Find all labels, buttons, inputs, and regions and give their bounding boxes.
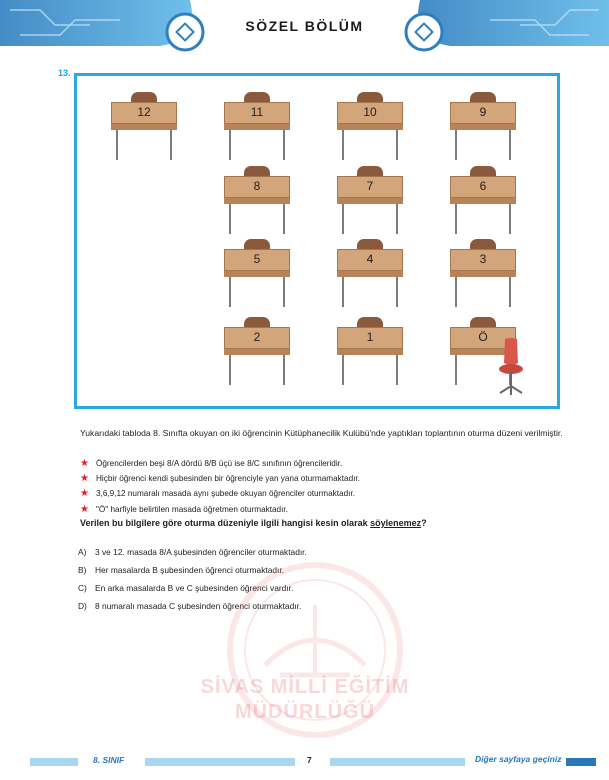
desk-8	[224, 239, 290, 319]
desk-7	[450, 166, 516, 246]
option-text: En arka masalarda B ve C şubesinden öğrenci vardır.	[95, 583, 294, 593]
desk-front	[224, 349, 290, 355]
option-text: Her masalarda B şubesinden öğrenci oturmaktadır.	[95, 565, 285, 575]
desk-front	[337, 271, 403, 277]
footer-class: 8. SINIF	[93, 755, 125, 765]
condition-text: Hiçbir öğrenci kendi şubesinden bir öğrenciyle yan yana oturmamaktadır.	[96, 474, 360, 484]
star-icon: ★	[80, 503, 89, 515]
condition-item	[80, 486, 585, 501]
desk-10	[450, 239, 516, 319]
desk-leg	[342, 355, 344, 385]
intro-text: Yukarıdaki tabloda 8. Sınıfta okuyan on iki öğrencinin Kütüphanecilik Kulübü'nde yaptıkları toplantının oturma düzeni verilmiştir.	[80, 428, 563, 438]
footer-bar	[145, 758, 295, 766]
desk-front	[337, 124, 403, 130]
desk-leg	[396, 130, 398, 160]
desk-label: 9	[479, 105, 487, 119]
desk-label: 10	[363, 105, 377, 119]
desk-leg	[455, 277, 457, 307]
desk-1	[111, 92, 177, 172]
desk-4	[450, 92, 516, 172]
desk-12	[337, 317, 403, 397]
page-footer	[0, 752, 609, 772]
desk-13	[450, 317, 516, 397]
desk-leg	[170, 130, 172, 160]
desk-leg	[342, 277, 344, 307]
desk-front	[337, 198, 403, 204]
star-icon: ★	[80, 473, 89, 485]
desk-leg	[396, 204, 398, 234]
page-title: SÖZEL BÖLÜM	[245, 18, 364, 34]
desk-leg	[396, 277, 398, 307]
desk-label: 6	[479, 179, 487, 193]
watermark-line1: SİVAS MİLLİ EĞİTİM	[200, 676, 410, 698]
condition-text: 3,6,9,12 numaralı masada aynı şubede okuyan öğrenciler oturmaktadır.	[96, 489, 355, 499]
desk-front	[450, 198, 516, 204]
desk-leg	[455, 204, 457, 234]
condition-item	[80, 502, 585, 517]
desk-label: 4	[366, 252, 374, 266]
desk-leg	[283, 204, 285, 234]
teacher-chair-icon	[496, 337, 526, 397]
desk-11	[224, 317, 290, 397]
question-end: ?	[421, 518, 427, 528]
footer-bar	[566, 758, 596, 766]
condition-item	[80, 456, 585, 471]
desk-front	[224, 198, 290, 204]
option-letter: B)	[78, 565, 87, 575]
desk-label: 8	[253, 179, 261, 193]
desk-leg	[229, 277, 231, 307]
desk-leg	[229, 204, 231, 234]
question-stem	[80, 518, 427, 528]
desk-front	[111, 124, 177, 130]
question-underlined: söylenemez	[370, 518, 422, 528]
condition-text: Öğrencilerden beşi 8/A dördü 8/B üçü ise 8/C sınıfının öğrencileridir.	[96, 459, 343, 469]
desk-3	[337, 92, 403, 172]
seating-plan-figure	[74, 73, 560, 409]
question-text: Verilen bu bilgilere göre oturma düzeniyle ilgili hangisi kesin olarak	[80, 518, 371, 528]
desk-2	[224, 92, 290, 172]
desk-label: Ö	[478, 330, 488, 344]
desk-front	[224, 271, 290, 277]
desk-leg	[283, 277, 285, 307]
condition-item	[80, 471, 585, 486]
desk-leg	[509, 130, 511, 160]
star-icon: ★	[80, 488, 89, 500]
footer-bar	[30, 758, 78, 766]
question-number: 13.	[58, 68, 71, 78]
desk-leg	[283, 355, 285, 385]
footer-bar	[330, 758, 465, 766]
desk-label: 12	[137, 105, 151, 119]
desk-leg	[509, 277, 511, 307]
desk-6	[337, 166, 403, 246]
desk-label: 1	[366, 330, 374, 344]
desk-5	[224, 166, 290, 246]
desk-front	[337, 349, 403, 355]
desk-leg	[229, 355, 231, 385]
desk-label: 11	[250, 105, 264, 119]
desk-leg	[509, 204, 511, 234]
next-page-note: Diğer sayfaya geçiniz	[475, 754, 562, 764]
desk-9	[337, 239, 403, 319]
desk-leg	[116, 130, 118, 160]
desk-leg	[283, 130, 285, 160]
page-header	[0, 0, 609, 60]
page-number: 7	[307, 755, 312, 765]
desk-leg	[455, 355, 457, 385]
ministry-seal-watermark	[200, 555, 430, 775]
desk-label: 2	[253, 330, 261, 344]
desk-leg	[229, 130, 231, 160]
desk-label: 3	[479, 252, 487, 266]
desk-leg	[396, 355, 398, 385]
desk-front	[450, 124, 516, 130]
watermark-line2: MÜDÜRLÜĞÜ	[234, 701, 376, 723]
desk-leg	[455, 130, 457, 160]
desk-leg	[342, 130, 344, 160]
desk-leg	[342, 204, 344, 234]
condition-list	[80, 456, 585, 517]
desk-label: 5	[253, 252, 261, 266]
desk-label: 7	[366, 179, 374, 193]
option-letter: A)	[78, 547, 87, 557]
option-text: 3 ve 12. masada 8/A şubesinden öğrenciler oturmaktadır.	[95, 547, 307, 557]
option-letter: C)	[78, 583, 87, 593]
desk-front	[224, 124, 290, 130]
option-letter: D)	[78, 601, 87, 611]
option-text: 8 numaralı masada C şubesinden öğrenci oturmaktadır.	[95, 601, 302, 611]
condition-text: "Ö" harfiyle belirtilen masada öğretmen oturmaktadır.	[96, 504, 288, 514]
star-icon: ★	[80, 458, 89, 470]
desk-front	[450, 271, 516, 277]
watermark-text	[190, 675, 420, 725]
